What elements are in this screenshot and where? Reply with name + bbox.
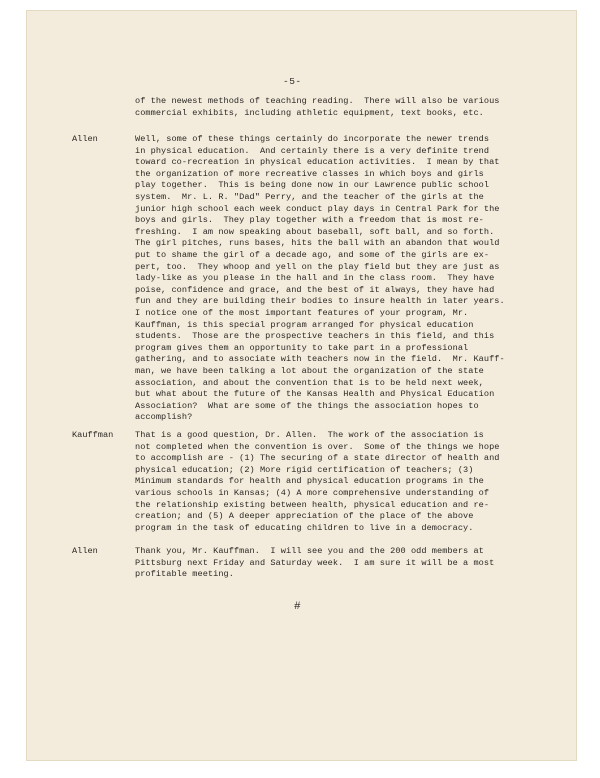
speech-line: The girl pitches, runs bases, hits the ball with an abandon that would xyxy=(135,238,500,249)
speech-line: Minimum standards for health and physical education programs in the xyxy=(135,476,484,487)
speech-line: toward co-recreation in physical education activities. I mean by that xyxy=(135,157,500,168)
speech-line: fun and they are building their bodies to insure health in later years. xyxy=(135,296,505,307)
speech-line: junior high school each week conduct play days in Central Park for the xyxy=(135,203,500,214)
speech-line: the relationship existing between health, physical education and re- xyxy=(135,499,490,510)
speech-line: various schools in Kansas; (4) A more comprehensive understanding of xyxy=(135,488,490,498)
speech-line: gathering, and to associate with teachers now in the field. Mr. Kauff- xyxy=(135,354,505,365)
speech-line: lady-like as you please in the hall and in the class room. They have xyxy=(135,273,495,284)
intro-line: of the newest methods of teaching reading. There will also be various xyxy=(135,96,500,106)
speech-line: but what about the future of the Kansas Health and Physical Education xyxy=(135,389,495,400)
speech-line: put to shame the girl of a decade ago, and some of the girls are ex- xyxy=(135,250,490,260)
speech-line: pert, too. They whoop and yell on the play field but they are just as xyxy=(135,261,500,272)
speech-line: system. Mr. L. R. "Dad" Perry, and the teacher of the girls at the xyxy=(135,192,484,202)
intro-line: commercial exhibits, including athletic equipment, text books, etc. xyxy=(135,108,484,118)
speech-line: man, we have been talking a lot about the organization of the state xyxy=(135,366,484,376)
speech-line: association, and about the convention that is to be held next week, xyxy=(135,377,484,388)
speech-line: program in the task of educating children to live in a democracy. xyxy=(135,522,474,533)
speech-line: That is a good question, Dr. Allen. The work of the association is xyxy=(135,430,484,440)
speech-line: in physical education. And certainly there is a very definite trend xyxy=(135,145,490,156)
speech-line: Kauffman, is this special program arranged for physical education xyxy=(135,319,474,330)
page-number: -5- xyxy=(283,76,302,87)
speech-line: students. Those are the prospective teachers in this field, and this xyxy=(135,331,495,342)
speech-line: physical education; (2) More rigid certification of teachers; (3) xyxy=(135,464,474,475)
speech-line: creation; and (5) A deeper appreciation of the place of the above xyxy=(135,511,474,522)
speech-line: not completed when the convention is over. Some of the things we hope xyxy=(135,441,500,452)
speech-line: Thank you, Mr. Kauffman. I will see you and the 200 odd members at xyxy=(135,546,484,556)
speaker-label: Allen xyxy=(72,546,98,556)
speaker-label: Allen xyxy=(72,134,98,144)
end-mark: # xyxy=(294,601,301,613)
speaker-label: Kauffman xyxy=(72,430,114,440)
speech-line: accomplish? xyxy=(135,412,193,423)
speech-line: play together. This is being done now in our Lawrence public school xyxy=(135,180,490,191)
speech-line: program gives them an opportunity to take part in a professional xyxy=(135,342,469,353)
speech-line: profitable meeting. xyxy=(135,569,234,580)
speech-line: Association? What are some of the things the association hopes to xyxy=(135,400,479,411)
speech-line: to accomplish are - (1) The securing of a state director of health and xyxy=(135,453,500,464)
speech-line: I notice one of the most important features of your program, Mr. xyxy=(135,308,469,318)
speech-line: Well, some of these things certainly do incorporate the newer trends xyxy=(135,134,490,144)
speech-line: Pittsburg next Friday and Saturday week. I am sure it will be a most xyxy=(135,557,495,568)
speech-line: the organization of more recreative classes in which boys and girls xyxy=(135,168,484,179)
speech-line: poise, confidence and grace, and the best of it always, they have had xyxy=(135,284,495,295)
speech-line: freshing. I am now speaking about baseball, soft ball, and so forth. xyxy=(135,226,495,237)
speech-line: boys and girls. They play together with a freedom that is most re- xyxy=(135,215,484,226)
